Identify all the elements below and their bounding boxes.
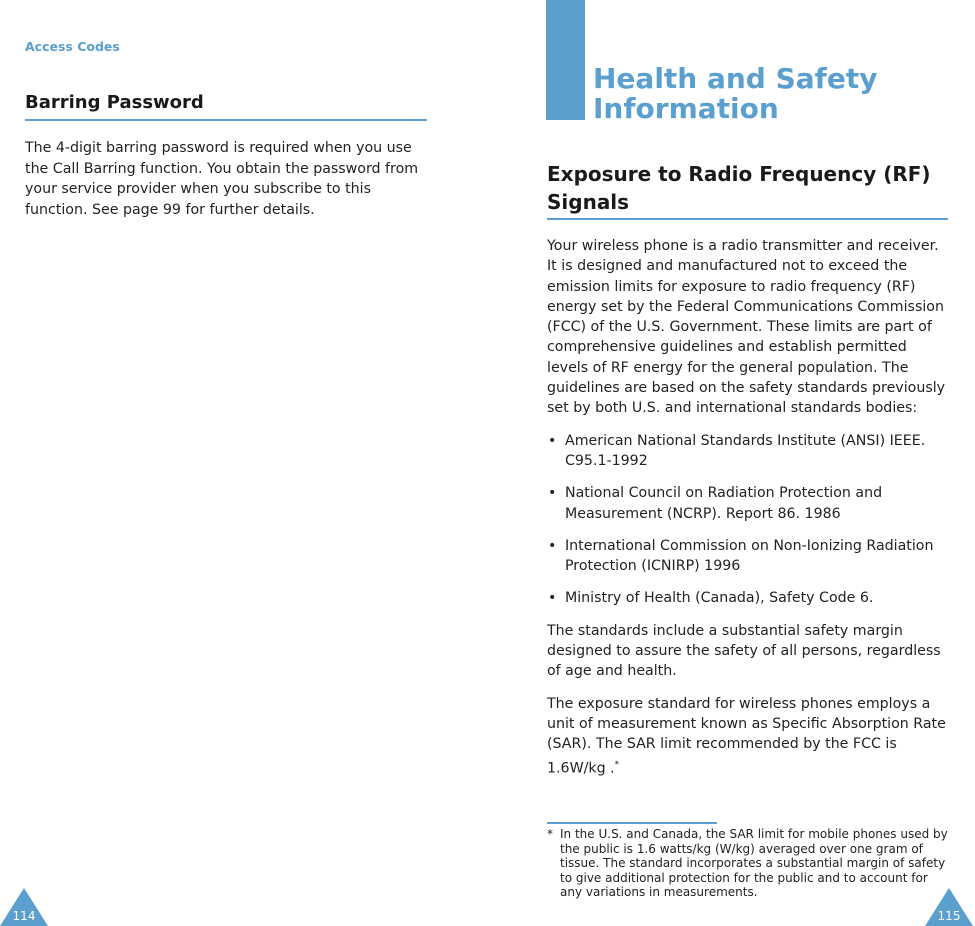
section-heading: Exposure to Radio Frequency (RF) Signals (547, 162, 931, 214)
sar-paragraph: The exposure standard for wireless phones employs a unit of measurement known as Specific Absorption Rate (SAR). The SAR limit recommended by the FCC is 1.6W/kg .* (547, 695, 946, 777)
list-item: • National Council on Radiation Protection and Measurement (NCRP). Report 86. 1986 (548, 485, 883, 522)
bullet-icon: • (548, 485, 557, 502)
footnote (547, 827, 952, 900)
list-item: • Ministry of Health (Canada), Safety Code 6. (547, 588, 952, 608)
page-number-tab (925, 888, 973, 926)
list-item: • American National Standards Institute (ANSI) IEEE. C95.1-1992 (548, 432, 926, 469)
section-body (547, 236, 952, 791)
bullet-icon: • (548, 537, 557, 554)
page-number: 115 (937, 909, 961, 923)
safety-margin-paragraph: The standards include a substantial safety margin designed to assure the safety of all persons, regardless of age and health. (547, 622, 941, 680)
chapter-marker-block (546, 0, 585, 120)
heading-rule (25, 119, 427, 121)
chapter-title: Health and Safety Information (593, 62, 878, 125)
body-paragraph: The 4-digit barring password is required when you use the Call Barring function. You obtain the password from your service provider when you subscribe to this function. See page 99 for further details. (25, 140, 419, 218)
footnote-reference: * (614, 759, 620, 770)
list-item: • International Commission on Non-Ionizing Radiation Protection (ICNIRP) 1996 (548, 537, 934, 575)
bullet-icon: • (548, 590, 557, 607)
page-number: 114 (12, 909, 36, 923)
intro-paragraph: Your wireless phone is a radio transmitter and receiver. It is designed and manufactured not to exceed the emission limits for exposure to radio frequency (RF) energy set by the Federal Communications Commission (FCC) of the U.S. Government. These limits are part of comprehensive guidelines and establish permitted levels of RF energy for the general population. The guidelines are based on the safety standards previously set by both U.S. and international standards bodies: (547, 238, 946, 417)
page-number-tab (0, 888, 48, 926)
heading-rule (547, 218, 948, 220)
left-page (0, 0, 487, 926)
bullet-icon: • (548, 432, 557, 449)
running-head: Access Codes (25, 39, 120, 54)
right-page (487, 0, 975, 926)
section-heading: Barring Password (25, 92, 204, 113)
standards-list (547, 431, 952, 609)
footnote-text: In the U.S. and Canada, the SAR limit for mobile phones used by the public is 1.6 watts/kg (W/kg) averaged over one gram of tissue. The standard incorporates a substantial margin of safety to give additional protection for the public and to account for any variations in measurements. (560, 827, 948, 900)
footnote-mark: * (547, 827, 553, 841)
footnote-rule (547, 822, 717, 824)
